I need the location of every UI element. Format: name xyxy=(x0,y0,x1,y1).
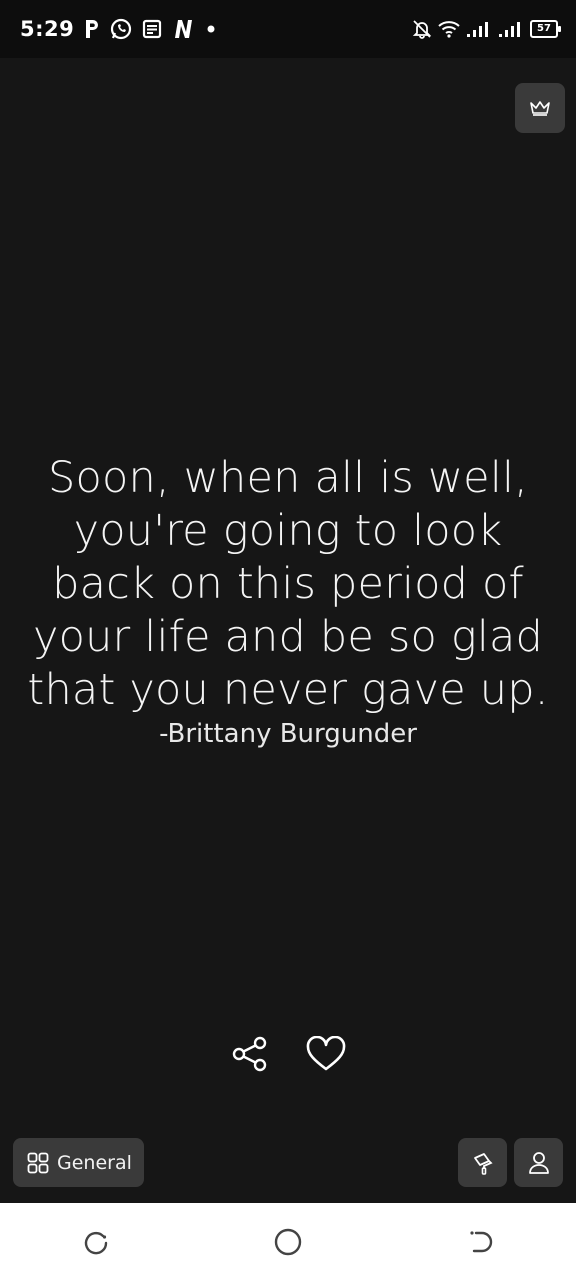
battery-indicator: 57 xyxy=(530,20,558,38)
bell-off-icon xyxy=(412,19,432,39)
signal-icon xyxy=(498,20,524,38)
heart-icon xyxy=(306,1036,346,1072)
quote-text xyxy=(0,452,576,717)
quote-line: you're going to look xyxy=(73,506,503,556)
status-bar xyxy=(0,0,576,58)
recent-apps-icon xyxy=(82,1228,110,1256)
status-time: 5:29 xyxy=(20,17,75,41)
crown-icon xyxy=(529,99,551,117)
category-button[interactable] xyxy=(13,1138,144,1187)
navigation-bar xyxy=(0,1203,576,1280)
share-button[interactable] xyxy=(230,1034,270,1074)
signal-icon xyxy=(466,20,492,38)
quote-line: your life and be so glad xyxy=(32,612,544,662)
category-label: General xyxy=(57,1151,132,1174)
quote-actions xyxy=(0,1034,576,1074)
profile-button[interactable] xyxy=(514,1138,563,1187)
paint-roller-icon xyxy=(471,1151,495,1175)
home-button[interactable] xyxy=(258,1212,318,1272)
whatsapp-icon xyxy=(110,18,132,40)
quote-line: that you never gave up. xyxy=(27,665,549,715)
dot-icon xyxy=(204,22,218,36)
grid-icon xyxy=(27,1152,49,1174)
wifi-icon xyxy=(438,20,460,38)
share-icon xyxy=(231,1035,269,1073)
news-icon xyxy=(142,19,162,39)
quote-block xyxy=(0,452,576,749)
user-icon xyxy=(528,1151,550,1175)
parking-icon xyxy=(84,19,100,39)
quote-line: back on this period of xyxy=(52,559,524,609)
quote-line: Soon, when all is well, xyxy=(47,453,528,503)
recent-apps-button[interactable] xyxy=(66,1212,126,1272)
home-circle-icon xyxy=(273,1227,303,1257)
netflix-n-icon xyxy=(172,19,194,39)
back-button[interactable] xyxy=(450,1212,510,1272)
back-icon xyxy=(466,1228,494,1256)
quote-author: -Brittany Burgunder xyxy=(159,719,417,749)
premium-button[interactable] xyxy=(515,83,565,133)
like-button[interactable] xyxy=(306,1034,346,1074)
theme-button[interactable] xyxy=(458,1138,507,1187)
